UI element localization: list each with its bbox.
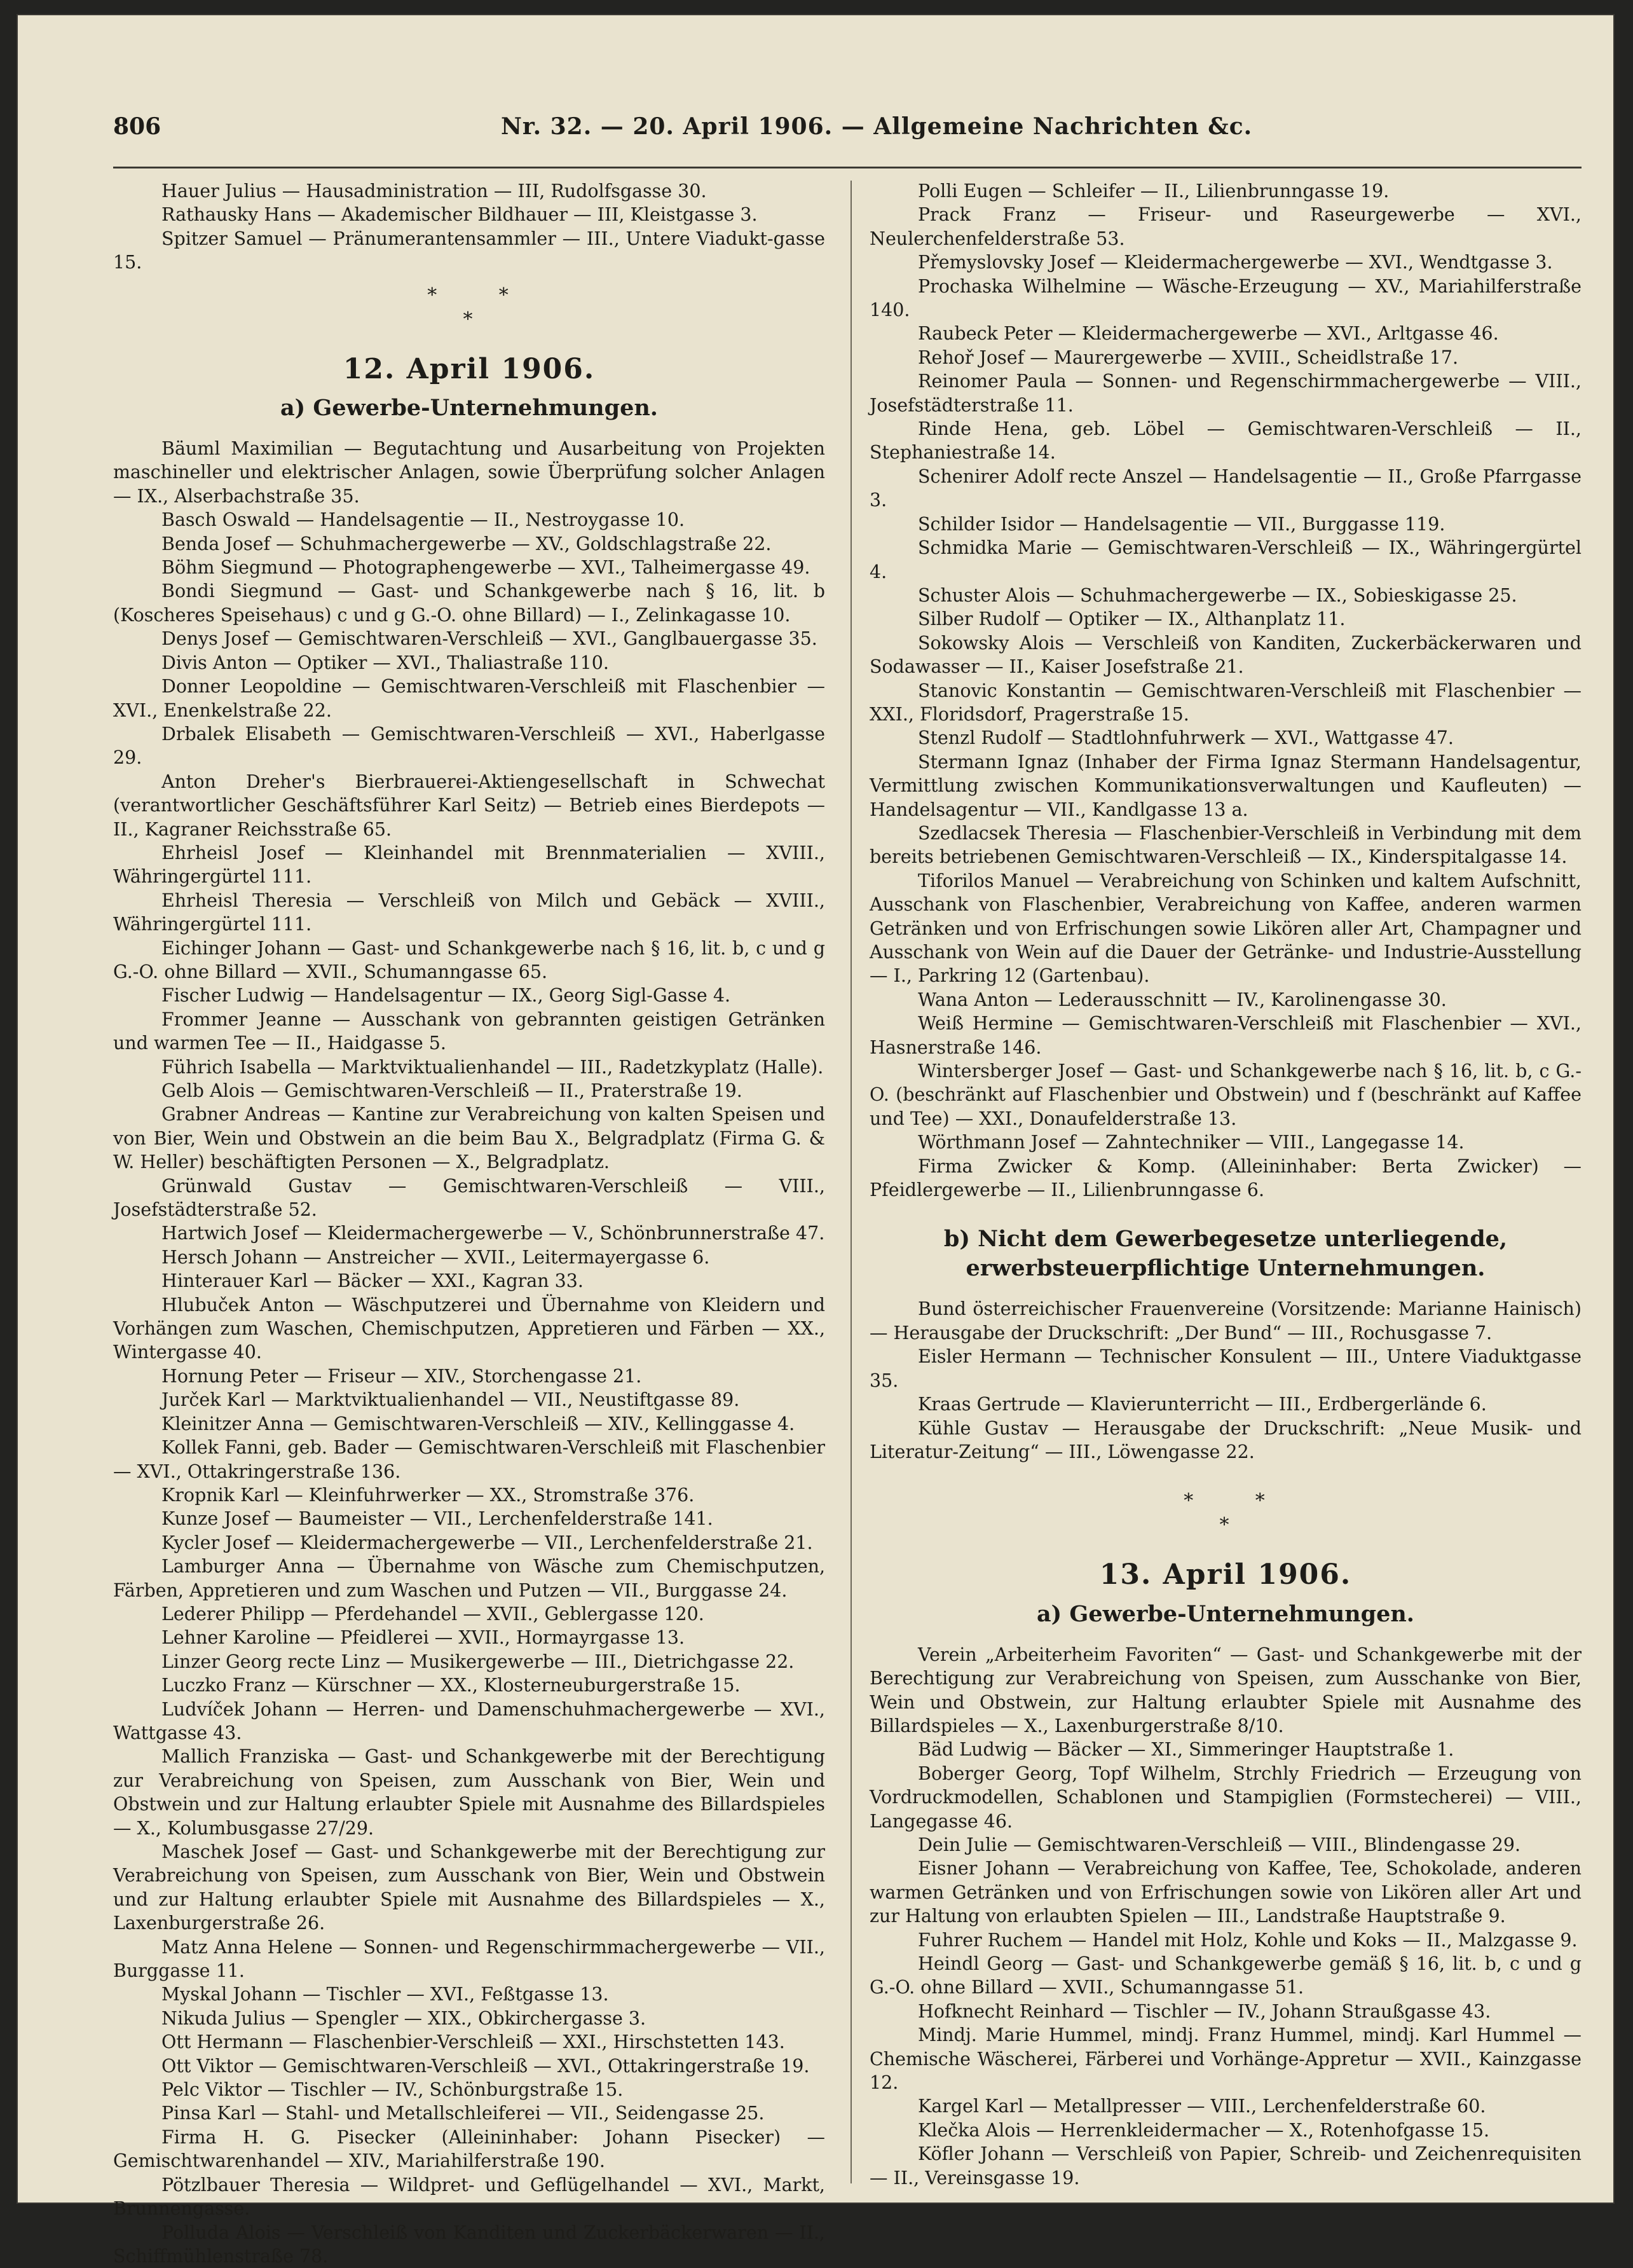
- list-item: Firma H. G. Pisecker (Alleininhaber: Johann Pisecker) — Gemischtwarenhandel — XIV., Mariahilferstraße 190.: [113, 2126, 825, 2173]
- list-item: Pötzlbauer Theresia — Wildpret- und Geflügelhandel — XVI., Markt, Brunnengasse.: [113, 2173, 825, 2221]
- list-item: Benda Josef — Schuhmachergewerbe — XV., Goldschlagstraße 22.: [113, 532, 825, 556]
- list-item: Heindl Georg — Gast- und Schankgewerbe gemäß § 16, lit. b, c und g G.-O. ohne Billard — XVII., Schumanngasse 51.: [870, 1952, 1582, 2000]
- list-item: Prack Franz — Friseur- und Raseurgewerbe — XVI., Neulerchenfelderstraße 53.: [870, 203, 1582, 251]
- list-item: Denys Josef — Gemischtwaren-Verschleiß — XVI., Ganglbauergasse 35.: [113, 627, 825, 650]
- list-item: Maschek Josef — Gast- und Schankgewerbe mit der Berechtigung zur Verabreichung von Speisen, zum Ausschank von Bier, Wein und Obstwein und zur Haltung erlaubter Spiele mit Ausnahme des Billardspieles — X., Laxenburgerstraße 26.: [113, 1840, 825, 1935]
- list-item: Linzer Georg recte Linz — Musikergewerbe — III., Dietrichgasse 22.: [113, 1650, 825, 1674]
- list-item: Pinsa Karl — Stahl- und Metallschleiferei — VII., Seidengasse 25.: [113, 2101, 825, 2125]
- list-item: Kühle Gustav — Herausgabe der Druckschrift: „Neue Musik- und Literatur-Zeitung“ — III., Löwengasse 22.: [870, 1417, 1582, 1464]
- list-item: Firma Zwicker & Komp. (Alleininhaber: Berta Zwicker) — Pfeidlergewerbe — II., Lilienbrunngasse 6.: [870, 1155, 1582, 1202]
- list-item: Hlubuček Anton — Wäschputzerei und Übernahme von Kleidern und Vorhängen zum Waschen, Chemischputzen, Appretieren und Färben — XX., Wintergasse 40.: [113, 1293, 825, 1364]
- list-item: Frommer Jeanne — Ausschank von gebrannten geistigen Getränken und warmen Tee — II., Haidgasse 5.: [113, 1008, 825, 1055]
- list-item: Prochaska Wilhelmine — Wäsche-Erzeugung — XV., Mariahilferstraße 140.: [870, 275, 1582, 322]
- column-divider: [851, 181, 852, 2183]
- list-item: Wana Anton — Lederausschnitt — IV., Karolinengasse 30.: [870, 988, 1582, 1012]
- list-item: Ehrheisl Josef — Kleinhandel mit Brennmaterialien — XVIII., Währingergürtel 111.: [113, 841, 825, 889]
- list-item: Dein Julie — Gemischtwaren-Verschleiß — VIII., Blindengasse 29.: [870, 1833, 1582, 1857]
- list-item: Stenzl Rudolf — Stadtlohnfuhrwerk — XVI., Wattgasse 47.: [870, 726, 1582, 750]
- list-item: Lamburger Anna — Übernahme von Wäsche zum Chemischputzen, Färben, Appretieren und zum Waschen und Putzen — VII., Burggasse 24.: [113, 1555, 825, 1602]
- list-item: Sokowsky Alois — Verschleiß von Kanditen, Zuckerbäckerwaren und Sodawasser — II., Kaiser Josefstraße 21.: [870, 631, 1582, 679]
- list-item: Schmidka Marie — Gemischtwaren-Verschleiß — IX., Währingergürtel 4.: [870, 536, 1582, 584]
- spacer: [870, 1464, 1582, 1480]
- list-item: Schenirer Adolf recte Anszel — Handelsagentie — II., Große Pfarrgasse 3.: [870, 465, 1582, 512]
- list-item: Kleinitzer Anna — Gemischtwaren-Verschleiß — XIV., Kellinggasse 4.: [113, 1412, 825, 1436]
- list-item: Bondi Siegmund — Gast- und Schankgewerbe nach § 16, lit. b (Koscheres Speisehaus) c und g G.-O. ohne Billard) — I., Zelinkagasse 10.: [113, 579, 825, 627]
- separator-stars: *: [113, 308, 825, 332]
- list-item: Hauer Julius — Hausadministration — III, Rudolfsgasse 30.: [113, 179, 825, 203]
- list-item: Grabner Andreas — Kantine zur Verabreichung von kalten Speisen und von Bier, Wein und Obstwein an die beim Bau X., Belgradplatz (Firma G. & W. Heller) beschäftigten Personen — X., Belgradplatz.: [113, 1103, 825, 1174]
- list-item: Luczko Franz — Kürschner — XX., Klosterneuburgerstraße 15.: [113, 1674, 825, 1697]
- list-item: Böhm Siegmund — Photographengewerbe — XVI., Talheimergasse 49.: [113, 556, 825, 579]
- section-separator: [870, 1489, 1582, 1537]
- separator-stars: * *: [113, 284, 825, 308]
- section-heading: a) Gewerbe-Unternehmungen.: [113, 394, 825, 423]
- list-item: Kropnik Karl — Kleinfuhrwerker — XX., Stromstraße 376.: [113, 1483, 825, 1507]
- list-item: Hinterauer Karl — Bäcker — XXI., Kagran 33.: [113, 1269, 825, 1293]
- list-item: Kollek Fanni, geb. Bader — Gemischtwaren-Verschleiß mit Flaschenbier — XVI., Ottakringerstraße 136.: [113, 1436, 825, 1483]
- list-item: Nikuda Julius — Spengler — XIX., Obkirchergasse 3.: [113, 2007, 825, 2030]
- list-item: Drbalek Elisabeth — Gemischtwaren-Verschleiß — XVI., Haberlgasse 29.: [113, 722, 825, 770]
- list-item: Stermann Ignaz (Inhaber der Firma Ignaz Stermann Handelsagentur, Vermittlung zwischen Kommunikationsverwaltungen und Kaufleuten) — Handelsagentur — VII., Kandlgasse 13 a.: [870, 750, 1582, 821]
- page-number: 806: [113, 113, 161, 140]
- list-item: Hofknecht Reinhard — Tischler — IV., Johann Straußgasse 43.: [870, 2000, 1582, 2023]
- list-item: Weiß Hermine — Gemischtwaren-Verschleiß mit Flaschenbier — XVI., Hasnerstraße 146.: [870, 1012, 1582, 1059]
- list-item: Kraas Gertrude — Klavierunterricht — III., Erdbergerlände 6.: [870, 1392, 1582, 1416]
- section-separator: [113, 284, 825, 332]
- list-item: Pelc Viktor — Tischler — IV., Schönburgstraße 15.: [113, 2078, 825, 2101]
- list-item: Führich Isabella — Marktviktualienhandel — III., Radetzkyplatz (Halle).: [113, 1055, 825, 1079]
- list-item: Wintersberger Josef — Gast- und Schankgewerbe nach § 16, lit. b, c G.-O. (beschränkt auf Flaschenbier und Obstwein) und f (beschränkt auf Kaffee und Tee) — XXI., Donaufelderstraße 13.: [870, 1059, 1582, 1131]
- list-item: Divis Anton — Optiker — XVI., Thaliastraße 110.: [113, 651, 825, 675]
- separator-stars: *: [870, 1513, 1582, 1537]
- list-item: Silber Rudolf — Optiker — IX., Althanplatz 11.: [870, 607, 1582, 631]
- list-item: Schilder Isidor — Handelsagentie — VII., Burggasse 119.: [870, 512, 1582, 536]
- list-item: Mallich Franziska — Gast- und Schankgewerbe mit der Berechtigung zur Verabreichung von Speisen, zum Ausschank von Bier, Wein und Obstwein und zur Haltung erlaubter Spiele mit Ausnahme des Billardspieles — X., Kolumbusgasse 27/29.: [113, 1745, 825, 1840]
- list-item: Fuhrer Ruchem — Handel mit Holz, Kohle und Koks — II., Malzgasse 9.: [870, 1928, 1582, 1952]
- list-item: Kycler Josef — Kleidermachergewerbe — VII., Lerchenfelderstraße 21.: [113, 1531, 825, 1555]
- list-item: Matz Anna Helene — Sonnen- und Regenschirmmachergewerbe — VII., Burggasse 11.: [113, 1935, 825, 1983]
- list-item: Kargel Karl — Metallpresser — VIII., Lerchenfelderstraße 60.: [870, 2094, 1582, 2118]
- list-item: Ehrheisl Theresia — Verschleiß von Milch und Gebäck — XVIII., Währingergürtel 111.: [113, 889, 825, 937]
- list-item: Donner Leopoldine — Gemischtwaren-Verschleiß mit Flaschenbier — XVI., Enenkelstraße 22.: [113, 675, 825, 722]
- list-item: Anton Dreher's Bierbrauerei-Aktiengesellschaft in Schwechat (verantwortlicher Geschäftsführer Karl Seitz) — Betrieb eines Bierdepots — II., Kagraner Reichsstraße 65.: [113, 770, 825, 841]
- list-item: Bäuml Maximilian — Begutachtung und Ausarbeitung von Projekten maschineller und elektrischer Anlagen, sowie Überprüfung solcher Anlagen — IX., Alserbachstraße 35.: [113, 437, 825, 508]
- date-heading: 12. April 1906.: [113, 357, 825, 381]
- list-item: Eisler Hermann — Technischer Konsulent — III., Untere Viaduktgasse 35.: [870, 1345, 1582, 1392]
- list-item: Jurček Karl — Marktviktualienhandel — VII., Neustiftgasse 89.: [113, 1388, 825, 1412]
- list-item: Grünwald Gustav — Gemischtwaren-Verschleiß — VIII., Josefstädterstraße 52.: [113, 1174, 825, 1222]
- list-item: Lederer Philipp — Pferdehandel — XVII., Geblergasse 120.: [113, 1602, 825, 1626]
- list-item: Hersch Johann — Anstreicher — XVII., Leitermayergasse 6.: [113, 1246, 825, 1269]
- spacer: [870, 1202, 1582, 1218]
- list-item: Gelb Alois — Gemischtwaren-Verschleiß — II., Praterstraße 19.: [113, 1079, 825, 1103]
- date-heading: 13. April 1906.: [870, 1563, 1582, 1586]
- list-item: Ludvíček Johann — Herren- und Damenschuhmachergewerbe — XVI., Wattgasse 43.: [113, 1698, 825, 1745]
- list-item: Verein „Arbeiterheim Favoriten“ — Gast- und Schankgewerbe mit der Berechtigung zur Verabreichung von Speisen, zum Ausschanke von Bier, Wein und Obstwein, zur Haltung erlaubter Spiele mit Ausnahme des Billardspieles — X., Laxenburgerstraße 8/10.: [870, 1643, 1582, 1738]
- page-content: [113, 15, 1582, 2203]
- list-item: Stanovic Konstantin — Gemischtwaren-Verschleiß mit Flaschenbier — XXI., Floridsdorf, Pragerstraße 15.: [870, 679, 1582, 727]
- right-column: [870, 179, 1582, 2190]
- list-item: Rathausky Hans — Akademischer Bildhauer — III, Kleistgasse 3.: [113, 203, 825, 226]
- list-item: Klečka Alois — Herrenkleidermacher — X., Rotenhofgasse 15.: [870, 2119, 1582, 2142]
- list-item: Lehner Karoline — Pfeidlerei — XVII., Hormayrgasse 13.: [113, 1626, 825, 1649]
- list-item: Polluda Alois — Verschleiß von Kanditen und Zuckerbäckerwaren — II., Schiffmühlenstraße 78.: [113, 2221, 825, 2268]
- list-item: Bund österreichischer Frauenvereine (Vorsitzende: Marianne Hainisch) — Herausgabe der Druckschrift: „Der Bund“ — III., Rochusgasse 7.: [870, 1297, 1582, 1345]
- list-item: Hornung Peter — Friseur — XIV., Storchengasse 21.: [113, 1364, 825, 1388]
- list-item: Bäd Ludwig — Bäcker — XI., Simmeringer Hauptstraße 1.: [870, 1738, 1582, 1761]
- list-item: Myskal Johann — Tischler — XVI., Feßtgasse 13.: [113, 1983, 825, 2006]
- list-item: Přemyslovsky Josef — Kleidermachergewerbe — XVI., Wendtgasse 3.: [870, 251, 1582, 274]
- list-item: Eichinger Johann — Gast- und Schankgewerbe nach § 16, lit. b, c und g G.-O. ohne Billard — XVII., Schumanngasse 65.: [113, 937, 825, 984]
- list-item: Köfler Johann — Verschleiß von Papier, Schreib- und Zeichenrequisiten — II., Vereinsgasse 19.: [870, 2142, 1582, 2190]
- list-item: Szedlacsek Theresia — Flaschenbier-Verschleiß in Verbindung mit dem bereits betriebenen Gemischtwaren-Verschleiß — IX., Kinderspitalgasse 14.: [870, 821, 1582, 869]
- list-item: Mindj. Marie Hummel, mindj. Franz Hummel, mindj. Karl Hummel — Chemische Wäscherei, Färberei und Vorhänge-Appretur — XVII., Kainzgasse 12.: [870, 2023, 1582, 2094]
- left-column: [113, 179, 825, 2268]
- list-item: Polli Eugen — Schleifer — II., Lilienbrunngasse 19.: [870, 179, 1582, 203]
- list-item: Eisner Johann — Verabreichung von Kaffee, Tee, Schokolade, anderen warmen Getränken und von Erfrischungen sowie von Likören aller Art und zur Haltung von erlaubten Spielen — III., Landstraße Hauptstraße 9.: [870, 1857, 1582, 1928]
- list-item: Boberger Georg, Topf Wilhelm, Strchly Friedrich — Erzeugung von Vordruckmodellen, Schablonen und Stampiglien (Formstecherei) — VIII., Langegasse 46.: [870, 1762, 1582, 1833]
- page-header: [113, 98, 1582, 155]
- list-item: Schuster Alois — Schuhmachergewerbe — IX., Sobieskigasse 25.: [870, 584, 1582, 607]
- list-item: Raubeck Peter — Kleidermachergewerbe — XVI., Arltgasse 46.: [870, 322, 1582, 345]
- list-item: Kunze Josef — Baumeister — VII., Lerchenfelderstraße 141.: [113, 1507, 825, 1530]
- list-item: Basch Oswald — Handelsagentie — II., Nestroygasse 10.: [113, 508, 825, 532]
- section-b-heading: b) Nicht dem Gewerbegesetze unterliegende, erwerbsteuerpflichtige Unternehmungen.: [870, 1225, 1582, 1283]
- separator-stars: * *: [870, 1489, 1582, 1513]
- running-title: Nr. 32. — 20. April 1906. — Allgemeine Nachrichten &c.: [501, 113, 1252, 140]
- newspaper-page: [18, 15, 1613, 2203]
- section-heading: a) Gewerbe-Unternehmungen.: [870, 1600, 1582, 1629]
- list-item: Reinomer Paula — Sonnen- und Regenschirmmachergewerbe — VIII., Josefstädterstraße 11.: [870, 369, 1582, 417]
- list-item: Ott Hermann — Flaschenbier-Verschleiß — XXI., Hirschstetten 143.: [113, 2030, 825, 2054]
- list-item: Spitzer Samuel — Pränumerantensammler — III., Untere Viadukt-gasse 15.: [113, 227, 825, 275]
- header-rule: [113, 167, 1582, 168]
- list-item: Ott Viktor — Gemischtwaren-Verschleiß — XVI., Ottakringerstraße 19.: [113, 2054, 825, 2078]
- list-item: Fischer Ludwig — Handelsagentur — IX., Georg Sigl-Gasse 4.: [113, 984, 825, 1007]
- list-item: Wörthmann Josef — Zahntechniker — VIII., Langegasse 14.: [870, 1131, 1582, 1154]
- list-item: Rinde Hena, geb. Löbel — Gemischtwaren-Verschleiß — II., Stephaniestraße 14.: [870, 417, 1582, 465]
- list-item: Tiforilos Manuel — Verabreichung von Schinken und kaltem Aufschnitt, Ausschank von Flaschenbier, Verabreichung von Kaffee, anderen warmen Getränken und von Erfrischungen sowie Likören aller Art, Champagner und Ausschank von Wein auf die Dauer der Getränke- und Industrie-Ausstellung — I., Parkring 12 (Gartenbau).: [870, 869, 1582, 988]
- list-item: Hartwich Josef — Kleidermachergewerbe — V., Schönbrunnerstraße 47.: [113, 1221, 825, 1245]
- list-item: Rehoř Josef — Maurergewerbe — XVIII., Scheidlstraße 17.: [870, 346, 1582, 369]
